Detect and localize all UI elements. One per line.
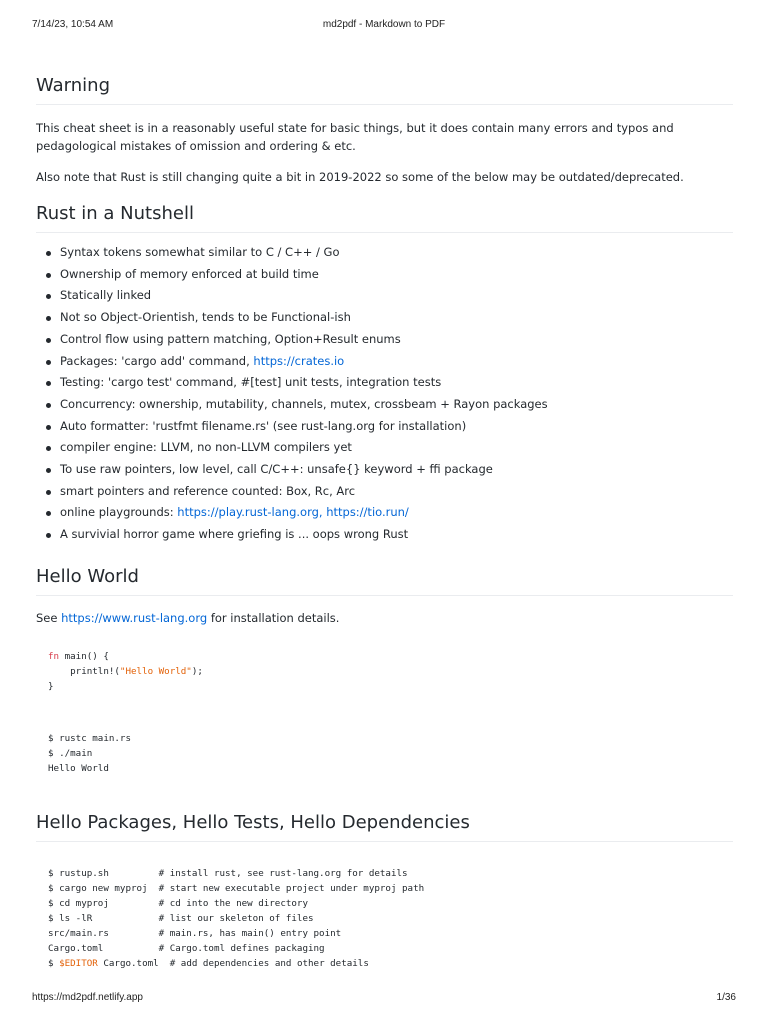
nutshell-section <box>36 202 733 546</box>
warning-paragraph-2: Also note that Rust is still changing quite a bit in 2019-2022 so some of the below may be outdated/deprecated. <box>36 170 684 184</box>
rust-lang-link[interactable]: https://www.rust-lang.org <box>61 611 208 625</box>
list-item: smart pointers and reference counted: Box, Rc, Arc <box>36 481 733 503</box>
list-item: Packages: 'cargo add' command, https://crates.io <box>36 351 733 373</box>
hello-see-paragraph: See https://www.rust-lang.org for installation details. <box>36 611 340 625</box>
playground-links[interactable]: https://play.rust-lang.org, https://tio.run/ <box>177 505 409 520</box>
print-url: https://md2pdf.netlify.app <box>32 992 143 1003</box>
hello-shell-block: $ rustc main.rs $ ./main Hello World <box>36 731 733 776</box>
print-header <box>32 19 736 33</box>
packages-heading: Hello Packages, Hello Tests, Hello Dependencies <box>36 811 733 842</box>
list-item: To use raw pointers, low level, call C/C++: unsafe{} keyword + ffi package <box>36 459 733 481</box>
list-item: Testing: 'cargo test' command, #[test] unit tests, integration tests <box>36 372 733 394</box>
list-item: Not so Object-Orientish, tends to be Functional-ish <box>36 307 733 329</box>
packages-section <box>36 811 733 971</box>
hello-code-block: fn main() { println!("Hello World"); } <box>36 649 733 694</box>
list-item: Statically linked <box>36 285 733 307</box>
hello-world-heading: Hello World <box>36 565 733 596</box>
warning-paragraph-1: This cheat sheet is in a reasonably useful state for basic things, but it does contain many errors and typos and pedagological mistakes of omission and ordering & etc. <box>36 121 674 153</box>
list-item: A survivial horror game where griefing is ... oops wrong Rust <box>36 524 733 546</box>
print-page-number: 1/36 <box>716 992 736 1003</box>
warning-section <box>36 74 733 186</box>
packages-shell-block: $ rustup.sh # install rust, see rust-lang.org for details $ cargo new myproj # start new executable project under myproj path $ cd myproj # cd into the new directory $ ls -lR # list our skeleton of files src/main.rs # main.rs, has main() entry point Cargo.toml # Cargo.toml defines packaging $ $EDITOR Cargo.toml # add dependencies and other details <box>36 866 733 971</box>
list-item: online playgrounds: https://play.rust-lang.org, https://tio.run/ <box>36 502 733 524</box>
list-item: Concurrency: ownership, mutability, channels, mutex, crossbeam + Rayon packages <box>36 394 733 416</box>
list-item: Syntax tokens somewhat similar to C / C++ / Go <box>36 242 733 264</box>
list-item: Control flow using pattern matching, Option+Result enums <box>36 329 733 351</box>
list-item: compiler engine: LLVM, no non-LLVM compilers yet <box>36 437 733 459</box>
hello-world-section <box>36 565 733 776</box>
print-datetime: 7/14/23, 10:54 AM <box>32 19 114 30</box>
list-item: Ownership of memory enforced at build time <box>36 264 733 286</box>
print-footer <box>32 992 736 1006</box>
nutshell-list <box>36 242 733 546</box>
print-page-title: md2pdf - Markdown to PDF <box>322 19 446 30</box>
list-item: Auto formatter: 'rustfmt filename.rs' (see rust-lang.org for installation) <box>36 416 733 438</box>
warning-heading: Warning <box>36 74 733 105</box>
nutshell-heading: Rust in a Nutshell <box>36 202 733 233</box>
crates-link[interactable]: https://crates.io <box>253 353 345 368</box>
